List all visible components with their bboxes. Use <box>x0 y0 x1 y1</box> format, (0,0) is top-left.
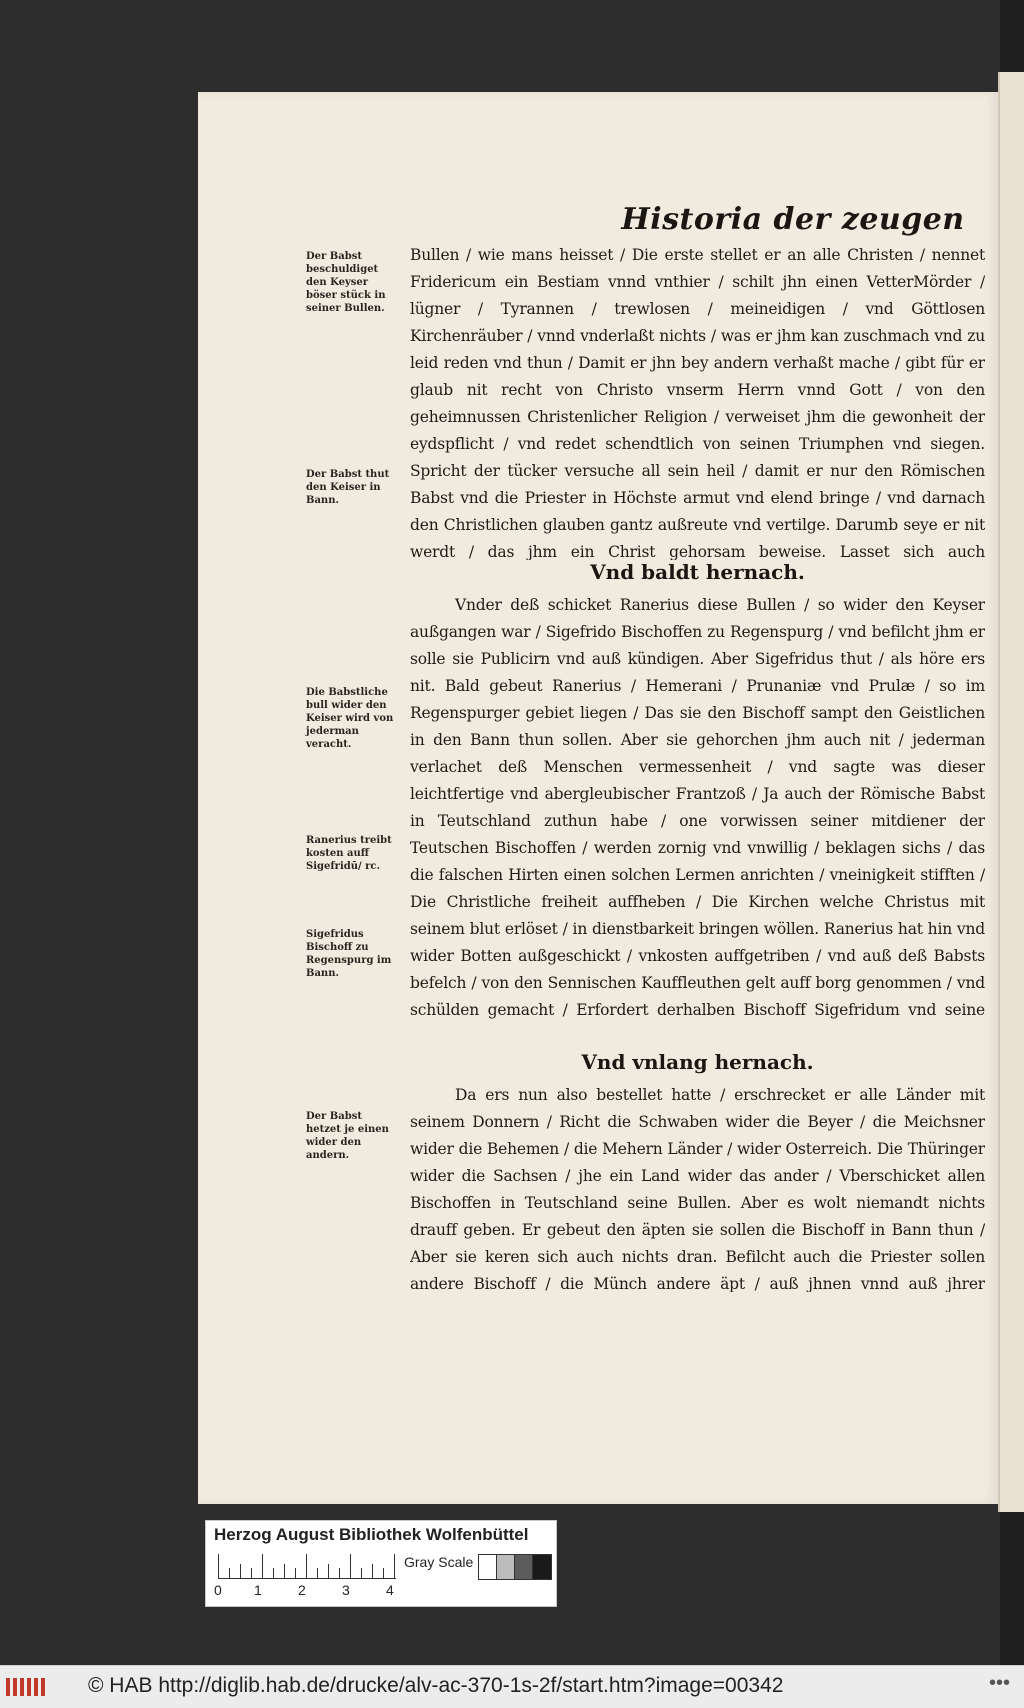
adjacent-page-edge <box>998 72 1024 1512</box>
body-paragraph: Bullen / wie mans heisset / Die erste stellet er an alle Christen / nennet Fridericum ein Bestiam vnnd vnthier / schilt jhn einen VetterMörder / lügner / Tyrannen / trewlosen / meineidigen / vnd Göttlosen Kirchenräuber / vnnd vnderlaßt nichts / was er jhm kan zuschmach vnd zu leid reden vnd thun / Damit er jhn bey andern verhaßt mache / gibt für er glaub nit recht von Christo vnserm Herrn vnnd Gott / von den geheimnussen Christenlicher Religion / verweiset jhm die gewonheit der eydspflicht / vnd redet schendtlich von seinen Triumphen vnd siegen. Spricht der tücker versuche all sein heil / damit er nur den Römischen Babst vnd die Priester in Höchste armut vnd elend bringe / vnd darnach den Christlichen glauben gantz außreute vnd vertilge. Darumb seye er nit werdt / das jhm ein Christ gehorsam beweise. Lasset sich auch <box>410 246 985 560</box>
institution-name: Herzog August Bibliothek Wolfenbüttel <box>214 1525 529 1544</box>
ruler-number: 0 <box>214 1582 222 1598</box>
ruler-number: 3 <box>342 1582 350 1598</box>
source-url[interactable]: © HAB http://diglib.hab.de/drucke/alv-ac-370-1s-2f/start.htm?image=00342 <box>88 1674 784 1697</box>
book-page <box>198 92 998 1504</box>
gray-swatch-black <box>532 1554 552 1580</box>
gray-swatch-white <box>478 1554 498 1580</box>
color-calibration-bar <box>205 1520 557 1607</box>
section-heading: Vnd baldt hernach. <box>590 560 805 584</box>
body-paragraph: Da ers nun also bestellet hatte / erschrecket er alle Länder mit seinem Donnern / Richt die Schwaben wider die Beyer / die Meichsner wider die Behemen / die Mehern Länder / wider Osterreich. Die Thüringer wider die Sachsen / jhe ein Land wider das ander / Vberschicket allen Bischoffen in Teutschland seine Bullen. Aber es wolt niemandt nichts drauff geben. Er gebeut den äpten sie sollen die Bischoff in Bann thun / Aber sie keren sich auch nichts dran. Befilcht auch die Priester sollen andere Bischoff / die Münch andere äpt / auß jhnen vnnd auß jhrer <box>410 1086 985 1292</box>
ruler-number: 1 <box>254 1582 262 1598</box>
gray-swatch-dark <box>514 1554 534 1580</box>
body-paragraph: Vnder deß schicket Ranerius diese Bullen / so wider den Keyser außgangen war / Sigefrido Bischoffen zu Regenspurg / vnd befilcht jhm er solle sie Publicirn vnd auß kündigen. Aber Sigefridus thut / als höre ers nit. Bald gebeut Ranerius / Hemerani / Prunaniæ vnd Prulæ / so im Regenspurger gebiet liegen / Das sie den Bischoff sampt den Geistlichen in den Bann thun sollen. Aber sie gehorchen jhm auch nit / jederman verlachet deß Menschen vermessenheit / vnd sagte was dieser leichtfertige vnd abergleubischer Frantzoß / Ja auch der Römische Babst in Teutschland zuthun habe / one vorwissen seiner mitdiener der Teutschen Bischoffen / werden zornig vnd vnwillig / beklagen sichs / das die falschen Hirten einen solchen Lermen anrichten / vneinigkeit stifften / Die Christliche freiheit auffheben / Die Kirchen welche Christus mit seinem blut erlöset / in dienstbarkeit bringen wöllen. Ranerius hat hin vnd wider Botten außgeschickt / vnkosten auffgetriben / vnd auß deß Babsts befelch / von den Sennischen Kauffleuthen gelt auff borg genommen / vnd schülden gemacht / Erfordert derhalben Bischoff Sigefridum vnd seine <box>410 596 985 1019</box>
margin-note: Sigefridus Bischoff zu Regenspurg im Bann. <box>306 929 392 979</box>
running-title: Historia der zeugen <box>621 202 965 237</box>
ruler-number: 4 <box>386 1582 394 1598</box>
hab-logo-icon <box>6 1676 46 1698</box>
margin-note: Ranerius treibt kosten auff Sigefridū/ rc. <box>306 835 392 872</box>
gray-swatch-light <box>496 1554 516 1580</box>
margin-note: Der Babst hetzet je einen wider den andern. <box>306 1111 389 1161</box>
gray-scale-label: Gray Scale <box>404 1554 474 1570</box>
section-heading: Vnd vnlang hernach. <box>581 1050 814 1074</box>
ruler-number: 2 <box>298 1582 306 1598</box>
more-options-icon[interactable]: ••• <box>988 1672 1010 1694</box>
viewer-footer-bar <box>0 1665 1024 1708</box>
margin-note: Der Babst beschuldiget den Keyser böser stück in seiner Bullen. <box>306 251 386 314</box>
margin-note: Die Babstliche bull wider den Keiser wird von jederman veracht. <box>306 687 394 750</box>
scale-ruler <box>218 1554 396 1579</box>
margin-note: Der Babst thut den Keiser in Bann. <box>306 469 390 506</box>
